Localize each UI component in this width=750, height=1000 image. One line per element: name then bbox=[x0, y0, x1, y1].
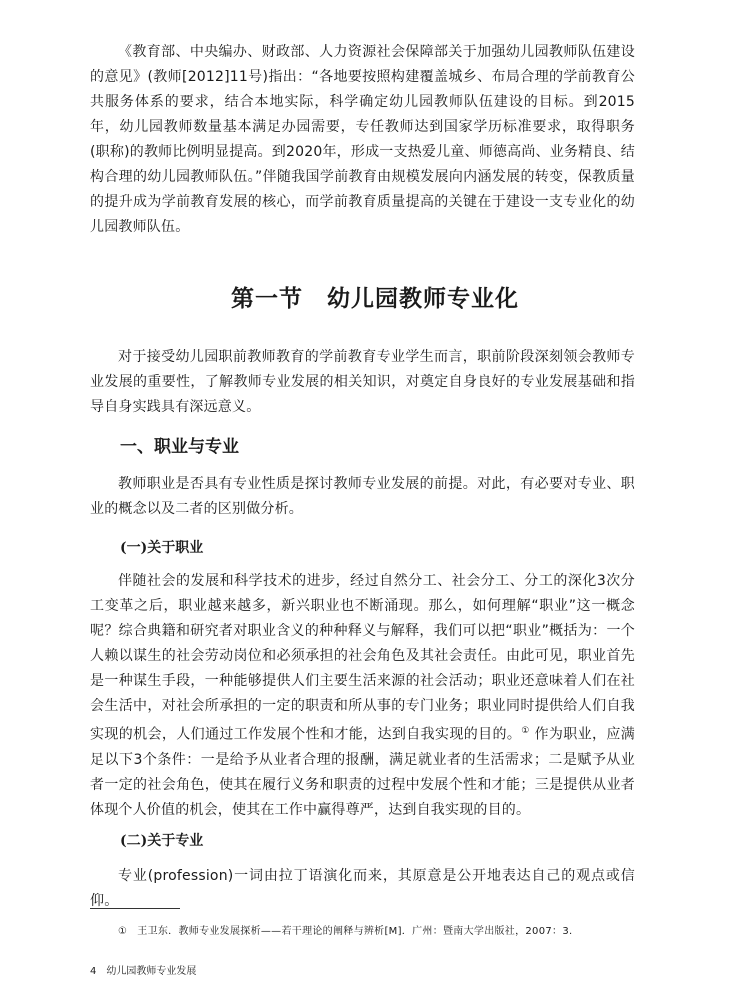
footnote-mark: ① bbox=[118, 926, 128, 937]
section-intro-block bbox=[90, 345, 635, 420]
section-title: 第一节 幼儿园教师专业化 bbox=[231, 285, 519, 312]
subsection-intro-block bbox=[90, 472, 635, 522]
page-number: 4 bbox=[90, 966, 97, 977]
part-title-occupation: (一)关于职业 bbox=[120, 540, 204, 556]
part-occupation-text-b: 作为职业，应满足以下3个条件：一是给予从业者合理的报酬，满足就业者的生活需求；二是赋予从业者一定的社会角色，使其在履行义务和职责的过程中发展个性和才能；三是提供从业者体现个人价值的机会，使其在工作中赢得尊严，达到自我实现的目的。 bbox=[90, 726, 635, 818]
part-profession-paragraph: 专业(profession)一词由拉丁语演化而来，其原意是公开地表达自己的观点或信仰。 bbox=[90, 868, 635, 909]
part-occupation-paragraph bbox=[90, 569, 635, 823]
part-profession-block bbox=[90, 864, 635, 914]
intro-block bbox=[90, 40, 635, 240]
part-title-profession: (二)关于专业 bbox=[120, 833, 204, 849]
footnote-text: 王卫东．教师专业发展探析——若干理论的阐释与辨析[M]．广州：暨南大学出版社，2007：3. bbox=[137, 926, 573, 937]
subsection-title-occupation-profession: 一、职业与专业 bbox=[120, 437, 239, 457]
running-book-title: 幼儿园教师专业发展 bbox=[106, 966, 197, 977]
footnote-divider bbox=[90, 908, 180, 909]
footnote bbox=[118, 922, 573, 937]
part-occupation-block bbox=[90, 569, 635, 823]
page-footer bbox=[90, 962, 196, 977]
intro-paragraph: 《教育部、中央编办、财政部、人力资源社会保障部关于加强幼儿园教师队伍建设的意见》(教师[2012]11号)指出：“各地要按照构建覆盖城乡、布局合理的学前教育公共服务体系的要求，结合本地实际，科学确定幼儿园教师队伍建设的目标。到2015年，幼儿园教师数量基本满足办园需要，专任教师达到国家学历标准要求，取得职务(职称)的教师比例明显提高。到2020年，形成一支热爱儿童、师德高尚、业务精良、结构合理的幼儿园教师队伍。”伴随我国学前教育由规模发展向内涵发展的转变，保教质量的提升成为学前教育发展的核心，而学前教育质量提高的关键在于建设一支专业化的幼儿园教师队伍。 bbox=[90, 44, 635, 235]
subsection-intro-paragraph: 教师职业是否具有专业性质是探讨教师专业发展的前提。对此，有必要对专业、职业的概念以及二者的区别做分析。 bbox=[90, 476, 635, 517]
section-intro-paragraph: 对于接受幼儿园职前教师教育的学前教育专业学生而言，职前阶段深刻领会教师专业发展的重要性，了解教师专业发展的相关知识，对奠定自身良好的专业发展基础和指导自身实践具有深远意义。 bbox=[90, 349, 635, 415]
part-occupation-text-a: 伴随社会的发展和科学技术的进步，经过自然分工、社会分工、分工的深化3次分工变革之后，职业越来越多，新兴职业也不断涌现。那么，如何理解“职业”这一概念呢？综合典籍和研究者对职业含义的种种释义与解释，我们可以把“职业”概括为：一个人赖以谋生的社会劳动岗位和必须承担的社会角色及其社会责任。由此可见，职业首先是一种谋生手段，一种能够提供人们主要生活来源的社会活动；职业还意味着人们在社会生活中，对社会所承担的一定的职责和所从事的专门业务；职业同时提供给人们自我实现的机会，人们通过工作发展个性和才能，达到自我实现的目的。 bbox=[90, 573, 635, 743]
footnote-reference[interactable]: ① bbox=[521, 726, 530, 736]
